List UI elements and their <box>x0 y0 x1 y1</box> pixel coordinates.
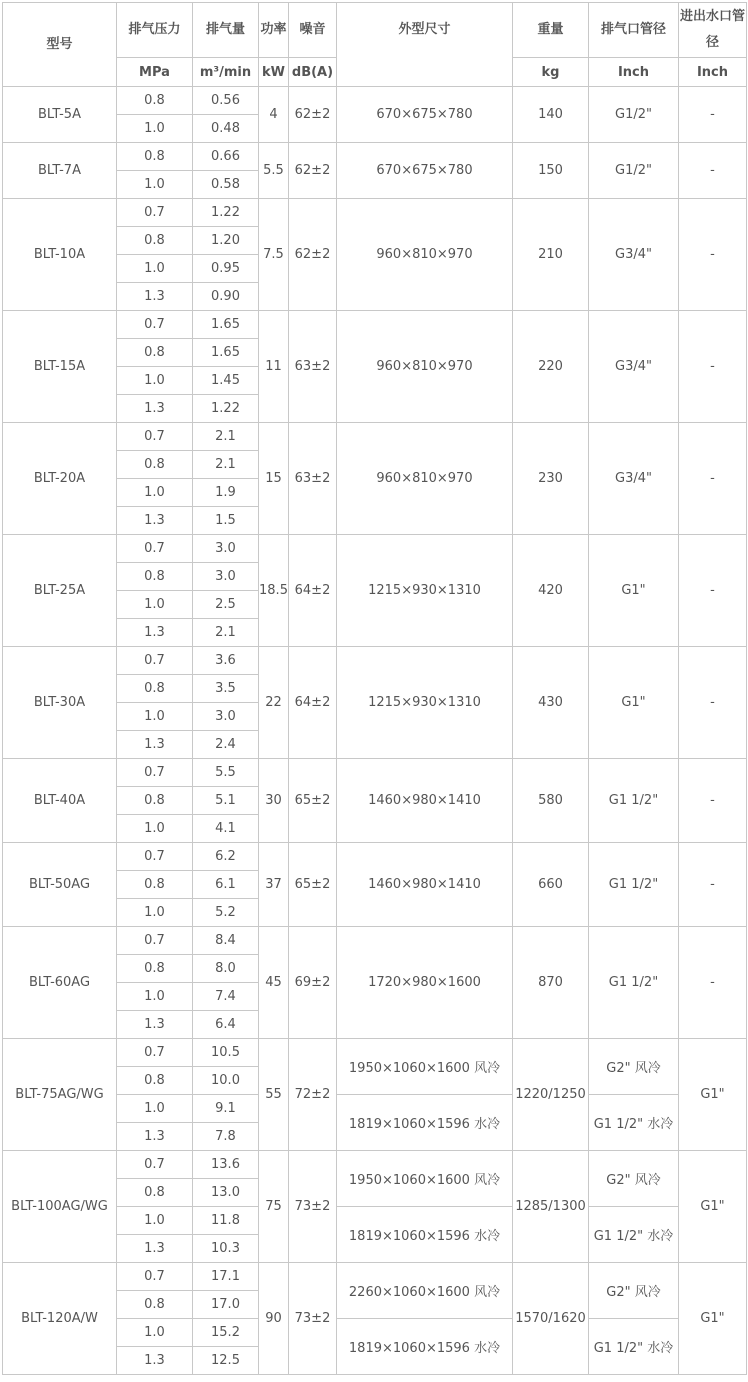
flow-value: 8.0 <box>193 955 259 983</box>
model-name: BLT-60AG <box>3 927 117 1039</box>
pressure-value: 1.0 <box>117 1095 193 1123</box>
model-name: BLT-120A/W <box>3 1263 117 1375</box>
water-port-value: - <box>679 843 747 927</box>
water-port-value: - <box>679 647 747 759</box>
model-name: BLT-75AG/WG <box>3 1039 117 1151</box>
flow-value: 6.1 <box>193 871 259 899</box>
table-row <box>3 759 747 787</box>
unit-weight: kg <box>513 58 589 87</box>
pressure-value: 0.7 <box>117 199 193 227</box>
water-port-value: - <box>679 87 747 143</box>
weight-value: 230 <box>513 423 589 535</box>
table-row <box>3 143 747 171</box>
outlet-air-cooled: G2" 风冷 <box>589 1263 679 1319</box>
pressure-value: 0.8 <box>117 675 193 703</box>
model-name: BLT-25A <box>3 535 117 647</box>
flow-value: 5.1 <box>193 787 259 815</box>
pressure-value: 0.7 <box>117 1151 193 1179</box>
noise-value: 73±2 <box>289 1151 337 1263</box>
pressure-value: 1.3 <box>117 283 193 311</box>
flow-value: 1.22 <box>193 395 259 423</box>
flow-value: 10.0 <box>193 1067 259 1095</box>
model-name: BLT-100AG/WG <box>3 1151 117 1263</box>
dimensions-air-cooled: 1950×1060×1600 风冷 <box>337 1151 513 1207</box>
outlet-value: G1" <box>589 535 679 647</box>
unit-pressure: MPa <box>117 58 193 87</box>
outlet-air-cooled: G2" 风冷 <box>589 1039 679 1095</box>
flow-value: 1.22 <box>193 199 259 227</box>
model-name: BLT-50AG <box>3 843 117 927</box>
pressure-value: 0.7 <box>117 1263 193 1291</box>
power-value: 18.5 <box>259 535 289 647</box>
pressure-value: 0.8 <box>117 143 193 171</box>
outlet-water-cooled: G1 1/2" 水冷 <box>589 1095 679 1151</box>
flow-value: 2.4 <box>193 731 259 759</box>
flow-value: 1.9 <box>193 479 259 507</box>
flow-value: 0.66 <box>193 143 259 171</box>
pressure-value: 1.0 <box>117 115 193 143</box>
weight-value: 220 <box>513 311 589 423</box>
flow-value: 11.8 <box>193 1207 259 1235</box>
dimensions-air-cooled: 2260×1060×1600 风冷 <box>337 1263 513 1319</box>
pressure-value: 0.8 <box>117 787 193 815</box>
pressure-value: 1.0 <box>117 1319 193 1347</box>
dimensions-value: 1720×980×1600 <box>337 927 513 1039</box>
pressure-value: 1.0 <box>117 367 193 395</box>
water-port-value: - <box>679 143 747 199</box>
power-value: 75 <box>259 1151 289 1263</box>
flow-value: 5.2 <box>193 899 259 927</box>
outlet-value: G1 1/2" <box>589 927 679 1039</box>
pressure-value: 0.7 <box>117 535 193 563</box>
dimensions-value: 960×810×970 <box>337 311 513 423</box>
model-name: BLT-40A <box>3 759 117 843</box>
water-port-value: - <box>679 927 747 1039</box>
model-name: BLT-10A <box>3 199 117 311</box>
flow-value: 10.5 <box>193 1039 259 1067</box>
model-name: BLT-5A <box>3 87 117 143</box>
noise-value: 69±2 <box>289 927 337 1039</box>
noise-value: 65±2 <box>289 759 337 843</box>
power-value: 7.5 <box>259 199 289 311</box>
pressure-value: 1.3 <box>117 1235 193 1263</box>
dimensions-value: 1460×980×1410 <box>337 759 513 843</box>
table-row <box>3 423 747 451</box>
water-port-value: G1" <box>679 1039 747 1151</box>
power-value: 37 <box>259 843 289 927</box>
spec-table <box>2 2 747 1375</box>
unit-outlet: Inch <box>589 58 679 87</box>
dimensions-value: 960×810×970 <box>337 423 513 535</box>
pressure-value: 0.8 <box>117 227 193 255</box>
pressure-value: 1.3 <box>117 619 193 647</box>
power-value: 22 <box>259 647 289 759</box>
pressure-value: 1.3 <box>117 395 193 423</box>
dimensions-water-cooled: 1819×1060×1596 水冷 <box>337 1095 513 1151</box>
pressure-value: 0.7 <box>117 927 193 955</box>
outlet-value: G3/4" <box>589 423 679 535</box>
weight-value: 870 <box>513 927 589 1039</box>
header-model: 型号 <box>3 3 117 87</box>
flow-value: 6.2 <box>193 843 259 871</box>
flow-value: 2.5 <box>193 591 259 619</box>
table-row <box>3 647 747 675</box>
unit-flow: m³/min <box>193 58 259 87</box>
weight-value: 140 <box>513 87 589 143</box>
header-noise: 噪音 <box>289 3 337 58</box>
flow-value: 17.0 <box>193 1291 259 1319</box>
power-value: 4 <box>259 87 289 143</box>
flow-value: 10.3 <box>193 1235 259 1263</box>
flow-value: 15.2 <box>193 1319 259 1347</box>
weight-value: 1220/1250 <box>513 1039 589 1151</box>
pressure-value: 0.7 <box>117 1039 193 1067</box>
flow-value: 4.1 <box>193 815 259 843</box>
flow-value: 0.48 <box>193 115 259 143</box>
flow-value: 2.1 <box>193 619 259 647</box>
flow-value: 0.90 <box>193 283 259 311</box>
header-water: 进出水口管径 <box>679 3 747 58</box>
outlet-value: G1 1/2" <box>589 759 679 843</box>
outlet-water-cooled: G1 1/2" 水冷 <box>589 1207 679 1263</box>
weight-value: 1285/1300 <box>513 1151 589 1263</box>
pressure-value: 0.8 <box>117 1179 193 1207</box>
weight-value: 150 <box>513 143 589 199</box>
weight-value: 420 <box>513 535 589 647</box>
pressure-value: 1.0 <box>117 171 193 199</box>
pressure-value: 0.8 <box>117 871 193 899</box>
pressure-value: 1.0 <box>117 1207 193 1235</box>
noise-value: 62±2 <box>289 87 337 143</box>
weight-value: 210 <box>513 199 589 311</box>
table-row <box>3 1151 747 1179</box>
pressure-value: 1.0 <box>117 899 193 927</box>
table-row <box>3 87 747 115</box>
outlet-water-cooled: G1 1/2" 水冷 <box>589 1319 679 1375</box>
unit-power: kW <box>259 58 289 87</box>
water-port-value: - <box>679 311 747 423</box>
outlet-value: G1 1/2" <box>589 843 679 927</box>
power-value: 15 <box>259 423 289 535</box>
model-name: BLT-7A <box>3 143 117 199</box>
flow-value: 12.5 <box>193 1347 259 1375</box>
pressure-value: 1.0 <box>117 703 193 731</box>
dimensions-water-cooled: 1819×1060×1596 水冷 <box>337 1319 513 1375</box>
water-port-value: - <box>679 423 747 535</box>
flow-value: 3.0 <box>193 535 259 563</box>
flow-value: 3.5 <box>193 675 259 703</box>
pressure-value: 0.8 <box>117 87 193 115</box>
flow-value: 7.4 <box>193 983 259 1011</box>
pressure-value: 0.8 <box>117 339 193 367</box>
flow-value: 3.0 <box>193 563 259 591</box>
flow-value: 3.6 <box>193 647 259 675</box>
pressure-value: 0.8 <box>117 1067 193 1095</box>
power-value: 30 <box>259 759 289 843</box>
noise-value: 64±2 <box>289 535 337 647</box>
header-flow: 排气量 <box>193 3 259 58</box>
outlet-value: G3/4" <box>589 311 679 423</box>
noise-value: 65±2 <box>289 843 337 927</box>
table-row <box>3 311 747 339</box>
water-port-value: G1" <box>679 1151 747 1263</box>
header-weight: 重量 <box>513 3 589 58</box>
flow-value: 13.6 <box>193 1151 259 1179</box>
flow-value: 1.20 <box>193 227 259 255</box>
outlet-value: G1" <box>589 647 679 759</box>
outlet-value: G1/2" <box>589 143 679 199</box>
pressure-value: 1.0 <box>117 983 193 1011</box>
flow-value: 5.5 <box>193 759 259 787</box>
noise-value: 62±2 <box>289 143 337 199</box>
pressure-value: 0.8 <box>117 955 193 983</box>
weight-value: 660 <box>513 843 589 927</box>
pressure-value: 1.3 <box>117 1123 193 1151</box>
pressure-value: 0.8 <box>117 451 193 479</box>
unit-water: Inch <box>679 58 747 87</box>
flow-value: 2.1 <box>193 423 259 451</box>
table-row <box>3 927 747 955</box>
table-row <box>3 1039 747 1067</box>
noise-value: 63±2 <box>289 311 337 423</box>
flow-value: 2.1 <box>193 451 259 479</box>
pressure-value: 0.7 <box>117 311 193 339</box>
dimensions-value: 670×675×780 <box>337 87 513 143</box>
header-dims: 外型尺寸 <box>337 3 513 87</box>
power-value: 55 <box>259 1039 289 1151</box>
noise-value: 72±2 <box>289 1039 337 1151</box>
dimensions-value: 1460×980×1410 <box>337 843 513 927</box>
pressure-value: 0.7 <box>117 843 193 871</box>
flow-value: 7.8 <box>193 1123 259 1151</box>
flow-value: 17.1 <box>193 1263 259 1291</box>
pressure-value: 1.3 <box>117 731 193 759</box>
model-name: BLT-30A <box>3 647 117 759</box>
pressure-value: 1.3 <box>117 1011 193 1039</box>
water-port-value: - <box>679 759 747 843</box>
water-port-value: - <box>679 535 747 647</box>
power-value: 5.5 <box>259 143 289 199</box>
flow-value: 6.4 <box>193 1011 259 1039</box>
header-power: 功率 <box>259 3 289 58</box>
pressure-value: 0.7 <box>117 647 193 675</box>
dimensions-value: 1215×930×1310 <box>337 647 513 759</box>
model-name: BLT-15A <box>3 311 117 423</box>
dimensions-value: 1215×930×1310 <box>337 535 513 647</box>
pressure-value: 1.0 <box>117 479 193 507</box>
flow-value: 13.0 <box>193 1179 259 1207</box>
noise-value: 63±2 <box>289 423 337 535</box>
power-value: 45 <box>259 927 289 1039</box>
table-row <box>3 843 747 871</box>
table-row <box>3 1263 747 1291</box>
dimensions-water-cooled: 1819×1060×1596 水冷 <box>337 1207 513 1263</box>
power-value: 11 <box>259 311 289 423</box>
header-outlet: 排气口管径 <box>589 3 679 58</box>
table-row <box>3 199 747 227</box>
flow-value: 1.45 <box>193 367 259 395</box>
pressure-value: 1.0 <box>117 255 193 283</box>
flow-value: 3.0 <box>193 703 259 731</box>
pressure-value: 0.8 <box>117 563 193 591</box>
model-name: BLT-20A <box>3 423 117 535</box>
noise-value: 73±2 <box>289 1263 337 1375</box>
water-port-value: - <box>679 199 747 311</box>
flow-value: 1.65 <box>193 339 259 367</box>
flow-value: 1.5 <box>193 507 259 535</box>
outlet-air-cooled: G2" 风冷 <box>589 1151 679 1207</box>
outlet-value: G1/2" <box>589 87 679 143</box>
pressure-value: 0.7 <box>117 759 193 787</box>
table-row <box>3 535 747 563</box>
noise-value: 62±2 <box>289 199 337 311</box>
pressure-value: 0.7 <box>117 423 193 451</box>
dimensions-value: 960×810×970 <box>337 199 513 311</box>
noise-value: 64±2 <box>289 647 337 759</box>
weight-value: 430 <box>513 647 589 759</box>
power-value: 90 <box>259 1263 289 1375</box>
flow-value: 0.58 <box>193 171 259 199</box>
weight-value: 580 <box>513 759 589 843</box>
water-port-value: G1" <box>679 1263 747 1375</box>
pressure-value: 1.0 <box>117 815 193 843</box>
flow-value: 0.95 <box>193 255 259 283</box>
pressure-value: 1.3 <box>117 507 193 535</box>
table-body <box>3 87 747 1375</box>
pressure-value: 1.3 <box>117 1347 193 1375</box>
header-pressure: 排气压力 <box>117 3 193 58</box>
flow-value: 1.65 <box>193 311 259 339</box>
pressure-value: 0.8 <box>117 1291 193 1319</box>
flow-value: 0.56 <box>193 87 259 115</box>
flow-value: 9.1 <box>193 1095 259 1123</box>
unit-noise: dB(A) <box>289 58 337 87</box>
outlet-value: G3/4" <box>589 199 679 311</box>
flow-value: 8.4 <box>193 927 259 955</box>
pressure-value: 1.0 <box>117 591 193 619</box>
dimensions-value: 670×675×780 <box>337 143 513 199</box>
dimensions-air-cooled: 1950×1060×1600 风冷 <box>337 1039 513 1095</box>
weight-value: 1570/1620 <box>513 1263 589 1375</box>
